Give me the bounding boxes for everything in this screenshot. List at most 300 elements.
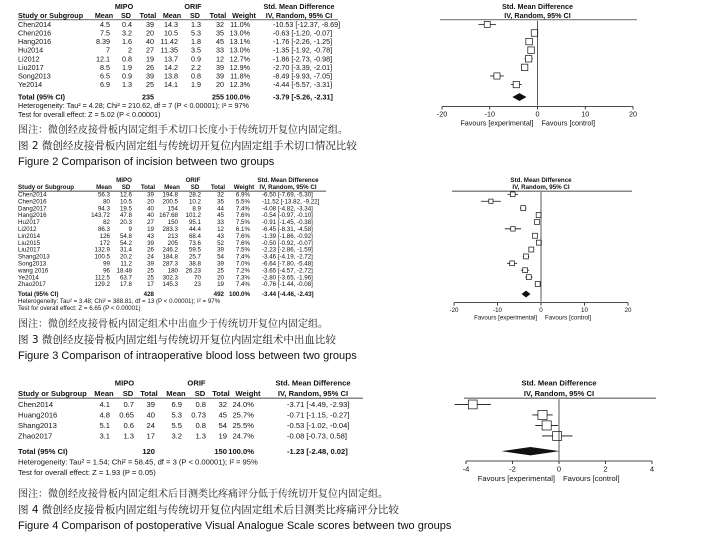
study-value: 96 [103, 267, 110, 275]
column-header: Weight [235, 389, 261, 399]
study-marker [542, 421, 551, 430]
overall-effect-text: Test for overall effect: Z = 1.93 (P = 0.05) [18, 467, 156, 477]
study-value: 101.2 [185, 212, 201, 220]
study-value: 194.8 [162, 191, 178, 199]
study-value: 95.1 [188, 219, 201, 227]
study-value: 5.5 [171, 421, 182, 431]
study-ci: -8.49 [-9.93, -7.05] [273, 71, 333, 81]
study-value: 70 [194, 274, 201, 282]
study-value: 99 [103, 260, 110, 268]
total-n2: 255 [212, 92, 224, 102]
total-n2: 492 [213, 291, 224, 299]
study-marker [510, 261, 515, 266]
study-row [18, 421, 558, 430]
study-value: 25 [147, 274, 154, 282]
study-value: 35 [216, 28, 224, 38]
study-marker [521, 206, 526, 211]
ci-header: IV, Random, 95% CI [259, 184, 317, 192]
study-ci: -2.80 [-3.65, -1.96] [262, 274, 313, 282]
study-ci: -0.63 [-1.20, -0.07] [273, 28, 333, 38]
study-value: 80 [103, 198, 110, 206]
study-value: 3.5 [191, 45, 201, 55]
study-name: Chen2014 [18, 19, 52, 29]
column-header: Mean [94, 389, 114, 399]
study-row [18, 431, 572, 440]
study-value: 12 [216, 54, 224, 64]
column-header: SD [121, 184, 131, 192]
study-name: Ye2014 [18, 274, 39, 282]
study-value: 40 [146, 410, 155, 420]
column-header: SD [121, 10, 131, 20]
study-ci: -3.71 [-4.49, -2.93] [287, 400, 350, 410]
total-weight: 100.0% [228, 446, 254, 456]
study-value: 7.4% [235, 281, 250, 289]
study-value: 13.7 [164, 54, 178, 64]
study-value: 0.8 [195, 400, 206, 410]
x-tick-label: 0 [556, 464, 562, 474]
column-header: Total [210, 184, 226, 192]
x-tick-label: -2 [509, 464, 516, 474]
forest-plot-fig2 [0, 0, 709, 128]
study-value: 200.5 [162, 198, 178, 206]
study-value: 44 [217, 205, 224, 213]
column-header: Total [209, 10, 227, 20]
study-marker [526, 38, 533, 45]
study-value: 25 [217, 267, 224, 275]
study-value: 8.5 [100, 62, 110, 72]
figure-caption-cn: 图 2 微创经皮接骨板内固定组与传统切开复位内固定组手术切口情况比较 [18, 140, 357, 152]
study-marker [538, 410, 547, 419]
study-value: 4.8 [99, 410, 110, 420]
study-value: 3.1 [99, 431, 110, 441]
study-value: 52 [217, 239, 224, 247]
study-ci: -4.44 [-5.57, -3.31] [273, 80, 333, 90]
column-header: Mean [96, 184, 112, 192]
study-value: 68.4 [188, 232, 201, 240]
study-name: Huang2016 [18, 410, 58, 420]
study-value: 35 [217, 198, 224, 206]
study-value: 40 [147, 212, 154, 220]
study-value: 145.3 [162, 281, 178, 289]
study-value: 132.9 [94, 246, 110, 254]
study-value: 5.3 [191, 28, 201, 38]
study-row [18, 281, 541, 288]
x-tick-label: -10 [493, 306, 502, 314]
study-value: 0.73 [191, 410, 206, 420]
x-tick-label: 4 [649, 464, 655, 474]
study-value: 12 [217, 226, 224, 233]
study-value: 154 [167, 205, 178, 213]
study-value: 20 [147, 198, 154, 206]
study-value: 17 [146, 431, 155, 441]
pooled-diamond [522, 291, 531, 298]
study-value: 39 [147, 239, 154, 247]
study-value: 20 [146, 28, 154, 38]
study-ci: -1.76 [-2.26, -1.25] [273, 37, 333, 47]
study-value: 40 [147, 205, 154, 213]
smd-plot-header: Std. Mean Difference [501, 2, 574, 12]
study-value: 6.9% [235, 191, 250, 199]
group2-header: ORIF [185, 177, 201, 185]
study-value: 150 [167, 219, 178, 227]
study-value: 43 [217, 232, 224, 240]
column-header: SD [190, 10, 200, 20]
study-marker [528, 47, 534, 53]
total-row [18, 447, 559, 456]
study-value: 0.8 [122, 54, 132, 64]
figure-caption-en: Figure 4 Comparison of postoperative Visual Analogue Scale scores between two groups [18, 520, 452, 532]
study-name: wang 2016 [18, 267, 49, 275]
study-value: 56.3 [97, 191, 110, 199]
ci-header: IV, Random, 95% CI [265, 10, 333, 20]
study-value: 213 [167, 232, 178, 240]
study-value: 11.8% [230, 71, 250, 81]
favours-left: Favours [experimental] [477, 473, 555, 483]
study-value: 112.5 [94, 274, 110, 282]
column-header: Weight [233, 184, 255, 192]
smd-plot-header: Std. Mean Difference [510, 177, 572, 185]
study-ci: -6.50 [-7.69, -5.30] [262, 191, 313, 199]
study-value: 54 [218, 421, 227, 431]
study-value: 11.35 [160, 45, 178, 55]
study-name: Hang2016 [18, 212, 47, 220]
favours-left: Favours [experimental] [474, 314, 537, 322]
smd-header: Std. Mean Difference [275, 378, 351, 388]
column-header: SD [190, 184, 200, 192]
study-value: 38.8 [188, 260, 201, 268]
study-name: Hang2016 [18, 37, 52, 47]
study-header: Study or Subgroup [18, 10, 84, 20]
group1-header: MIPO [116, 177, 132, 185]
study-value: 19 [218, 431, 227, 441]
total-n1: 235 [142, 92, 154, 102]
study-name: Shang2013 [18, 253, 50, 261]
total-weight: 100.0% [229, 291, 250, 299]
ci-plot-header: IV, Random, 95% CI [512, 184, 570, 192]
study-ci: -1.39 [-1.86, -0.92] [262, 232, 313, 240]
study-value: 94.3 [97, 205, 110, 213]
study-value: 7.5 [100, 28, 110, 38]
forest-plot-fig3 [0, 174, 709, 322]
study-value: 20.2 [119, 253, 132, 261]
study-ci: -3.46 [-4.19, -2.72] [262, 253, 313, 261]
study-value: 13.1% [229, 37, 250, 47]
x-tick-label: 20 [624, 306, 632, 314]
study-value: 28.2 [188, 191, 201, 199]
study-name: Chen2016 [18, 198, 47, 206]
study-value: 7.2% [235, 267, 250, 275]
study-marker [494, 73, 500, 79]
figure-note: 图注：微创经皮接骨板内固定组术中出血少于传统切开复位内固定组。 [18, 319, 328, 330]
study-marker [510, 192, 515, 197]
study-value: 12.3% [229, 80, 250, 90]
study-value: 7.5% [235, 219, 250, 227]
total-ci: -3.44 [-4.46, -2.43] [262, 291, 314, 299]
study-value: 0.7 [123, 400, 134, 410]
study-value: 6.9 [100, 80, 110, 90]
figure-caption-en: Figure 3 Comparison of intraoperative blood loss between two groups [18, 350, 357, 362]
study-value: 205 [167, 239, 178, 247]
forest-plot-svg [0, 174, 709, 322]
study-name: Liu2017 [18, 62, 44, 72]
group2-header: ORIF [184, 2, 202, 12]
study-value: 26.23 [185, 267, 201, 275]
forest-plot-svg [0, 0, 709, 128]
study-header: Study or Subgroup [18, 389, 87, 399]
study-row [18, 20, 496, 29]
column-header: Total [140, 184, 156, 192]
study-value: 7.4% [235, 253, 250, 261]
study-row [18, 198, 501, 205]
study-value: 14.3 [164, 19, 178, 29]
figure-note: 图注：微创经皮接骨板内固定组手术切口长度小于传统切开复位内固定组。 [18, 125, 348, 136]
overall-effect-text: Test for overall effect: Z = 5.02 (P < 0.00001) [18, 109, 161, 119]
figure-note: 图注：微创经皮接骨板内固定组术后目测类比疼痛评分低于传统切开复位内固定组。 [18, 489, 388, 500]
study-ci: -4.08 [-4.82, -3.34] [262, 205, 313, 213]
study-value: 59.5 [188, 246, 201, 254]
study-value: 39 [216, 71, 224, 81]
study-name: Zhao2017 [18, 281, 46, 289]
study-value: 13.0% [229, 28, 250, 38]
study-value: 1.8 [191, 37, 201, 47]
study-row [18, 400, 491, 409]
study-value: 100.5 [94, 253, 110, 261]
overall-effect-text: Test for overall effect: Z = 6.65 (P < 0.00001) [18, 305, 141, 313]
study-value: 3.2 [122, 28, 132, 38]
total-label: Total (95% CI) [18, 446, 68, 456]
total-label: Total (95% CI) [18, 291, 59, 299]
column-header: Mean [94, 10, 114, 20]
study-value: 7.3% [235, 274, 250, 282]
study-marker [521, 64, 527, 70]
study-name: Li2012 [18, 54, 40, 64]
heterogeneity-text: Heterogeneity: Tau² = 4.28; Chi² = 210.62, df = 7 (P < 0.00001); I² = 97% [18, 101, 249, 111]
x-tick-label: 0 [539, 306, 543, 314]
study-value: 23 [194, 281, 201, 289]
study-ci: -6.64 [-7.80, -5.48] [262, 260, 313, 268]
forest-plot-fig4 [0, 376, 709, 482]
study-value: 7.0% [235, 260, 250, 268]
group1-header: MIPO [114, 2, 134, 12]
study-value: 1.3 [195, 431, 206, 441]
heterogeneity-text: Heterogeneity: Tau² = 1.54; Chi² = 58.45, df = 3 (P < 0.00001); I² = 95% [18, 457, 258, 467]
study-marker [529, 247, 534, 252]
study-marker [511, 227, 515, 231]
study-value: 45 [216, 37, 224, 47]
favours-left: Favours [experimental] [460, 118, 534, 128]
study-value: 6.9 [171, 400, 182, 410]
study-value: 39 [146, 19, 154, 29]
study-value: 40 [146, 37, 154, 47]
study-value: 1.3 [122, 80, 132, 90]
column-header: Total [212, 389, 230, 399]
study-value: 246.2 [162, 246, 178, 254]
study-value: 1.3 [123, 431, 134, 441]
x-tick-label: -4 [462, 464, 470, 474]
study-value: 26 [147, 246, 154, 254]
study-value: 143.72 [91, 212, 110, 220]
study-value: 32 [216, 19, 224, 29]
study-value: 3.2 [171, 431, 182, 441]
study-value: 39 [217, 246, 224, 254]
ci-plot-header: IV, Random, 95% CI [523, 389, 595, 399]
study-value: 12.9% [229, 62, 250, 72]
study-value: 19 [146, 54, 154, 64]
total-ci: -1.23 [-2.48, 0.02] [287, 446, 348, 456]
study-value: 7.4% [235, 205, 250, 213]
study-marker [531, 30, 537, 36]
study-value: 7.6% [235, 232, 250, 240]
study-name: Chen2016 [18, 28, 52, 38]
study-value: 7.6% [235, 212, 250, 220]
column-header: Weight [232, 10, 256, 20]
study-value: 1.3 [191, 19, 201, 29]
study-value: 13.0% [229, 45, 250, 55]
study-value: 0.9 [122, 71, 132, 81]
study-ci: -0.76 [-1.44, -0.08] [262, 281, 313, 289]
study-value: 25 [146, 80, 154, 90]
study-value: 32 [218, 400, 227, 410]
study-value: 18.48 [116, 267, 132, 275]
study-value: 7 [106, 45, 110, 55]
study-value: 4.5 [100, 19, 110, 29]
study-value: 39 [146, 71, 154, 81]
study-value: 20 [216, 80, 224, 90]
study-value: 8.39 [96, 37, 110, 47]
study-value: 14.1 [164, 80, 178, 90]
study-ci: -0.71 [-1.15, -0.27] [287, 410, 350, 420]
study-value: 10.5 [164, 28, 178, 38]
study-name: Hu2014 [18, 45, 44, 55]
study-row [18, 72, 504, 81]
favours-right: Favours [control] [545, 314, 592, 322]
study-marker [536, 213, 541, 218]
group1-header: MIPO [114, 378, 135, 388]
study-ci: -1.35 [-1.92, -0.78] [273, 45, 333, 55]
smd-header: Std. Mean Difference [257, 177, 319, 185]
study-value: 10.2 [188, 198, 201, 206]
study-value: 167.68 [159, 212, 178, 220]
study-value: 12.7% [229, 54, 250, 64]
study-name: Chen2014 [18, 400, 54, 410]
study-value: 27 [146, 45, 154, 55]
study-value: 32 [217, 191, 224, 199]
pooled-diamond [501, 447, 559, 455]
study-value: 0.9 [191, 54, 201, 64]
study-value: 0.6 [123, 421, 134, 431]
study-value: 10.5 [119, 198, 132, 206]
study-value: 63.7 [119, 274, 132, 282]
study-value: 283.3 [162, 226, 178, 233]
study-value: 24.0% [232, 400, 254, 410]
total-row [18, 291, 530, 299]
pooled-diamond [512, 93, 526, 101]
study-value: 14.2 [164, 62, 178, 72]
study-value: 54.8 [119, 232, 132, 240]
study-ci: -0.50 [-0.92, -0.07] [262, 239, 313, 247]
study-marker [532, 233, 537, 238]
study-name: Zhao2017 [18, 431, 53, 441]
study-marker [513, 81, 519, 87]
x-tick-label: -10 [484, 109, 495, 119]
study-value: 19.5 [119, 205, 132, 213]
figure-caption-cn: 图 3 微创经皮接骨板内固定组与传统切开复位内固定组术中出血比较 [18, 334, 336, 346]
study-value: 39 [146, 400, 155, 410]
study-value: 5.3 [171, 410, 182, 420]
study-value: 19 [147, 226, 154, 233]
study-ci: -10.53 [-12.37, -8.69] [273, 19, 341, 29]
study-name: Dang2017 [18, 205, 47, 213]
study-value: 43 [147, 232, 154, 240]
column-header: Mean [164, 184, 180, 192]
study-value: 1.9 [122, 62, 132, 72]
study-name: Song2013 [18, 71, 51, 81]
study-value: 129.2 [94, 281, 110, 289]
study-value: 8.9 [192, 205, 201, 213]
study-value: 180 [167, 267, 178, 275]
study-name: Chen2014 [18, 191, 47, 199]
study-value: 47.8 [119, 212, 132, 220]
study-value: 24 [147, 253, 154, 261]
group2-header: ORIF [187, 378, 206, 388]
study-value: 31.4 [119, 246, 132, 254]
study-name: Liu2015 [18, 239, 41, 247]
study-marker [484, 21, 490, 27]
study-marker [468, 400, 477, 409]
study-value: 25 [147, 267, 154, 275]
study-value: 39 [216, 62, 224, 72]
x-tick-label: 0 [535, 109, 540, 119]
study-value: 9 [128, 226, 132, 233]
study-value: 184.8 [162, 253, 178, 261]
study-marker [489, 199, 493, 203]
study-value: 12.6 [119, 191, 132, 199]
study-ci: -11.52 [-13.82, -9.22] [262, 198, 320, 206]
study-value: 20.3 [119, 219, 132, 227]
study-value: 17.8 [119, 281, 132, 289]
smd-plot-header: Std. Mean Difference [521, 378, 597, 388]
ci-plot-header: IV, Random, 95% CI [504, 10, 571, 20]
study-marker [553, 431, 562, 440]
column-header: SD [194, 389, 206, 399]
study-name: Liu2017 [18, 246, 41, 254]
study-name: Ye2014 [18, 80, 43, 90]
x-tick-label: 10 [581, 306, 588, 314]
study-ci: -0.54 [-0.97, -0.10] [262, 212, 313, 220]
study-value: 0.4 [122, 19, 132, 29]
study-value: 6.1% [235, 226, 250, 233]
study-value: 82 [103, 219, 110, 227]
study-value: 6.5 [100, 71, 110, 81]
study-marker [535, 282, 540, 287]
study-value: 11.2 [120, 260, 132, 268]
x-tick-label: 10 [581, 109, 590, 119]
study-value: 24 [146, 421, 155, 431]
study-value: 172 [99, 239, 110, 247]
study-value: 39 [147, 260, 154, 268]
total-weight: 100.0% [225, 92, 250, 102]
study-value: 25.5% [232, 421, 254, 431]
x-tick-label: -20 [436, 109, 448, 119]
study-value: 0.8 [191, 71, 201, 81]
study-name: Lin2014 [18, 232, 41, 240]
study-value: 7.6% [235, 239, 250, 247]
study-value: 287.3 [162, 260, 178, 268]
ci-header: IV, Random, 95% CI [277, 389, 349, 399]
study-name: Hu2017 [18, 219, 40, 227]
study-value: 302.3 [162, 274, 178, 282]
study-value: 20 [217, 274, 224, 282]
